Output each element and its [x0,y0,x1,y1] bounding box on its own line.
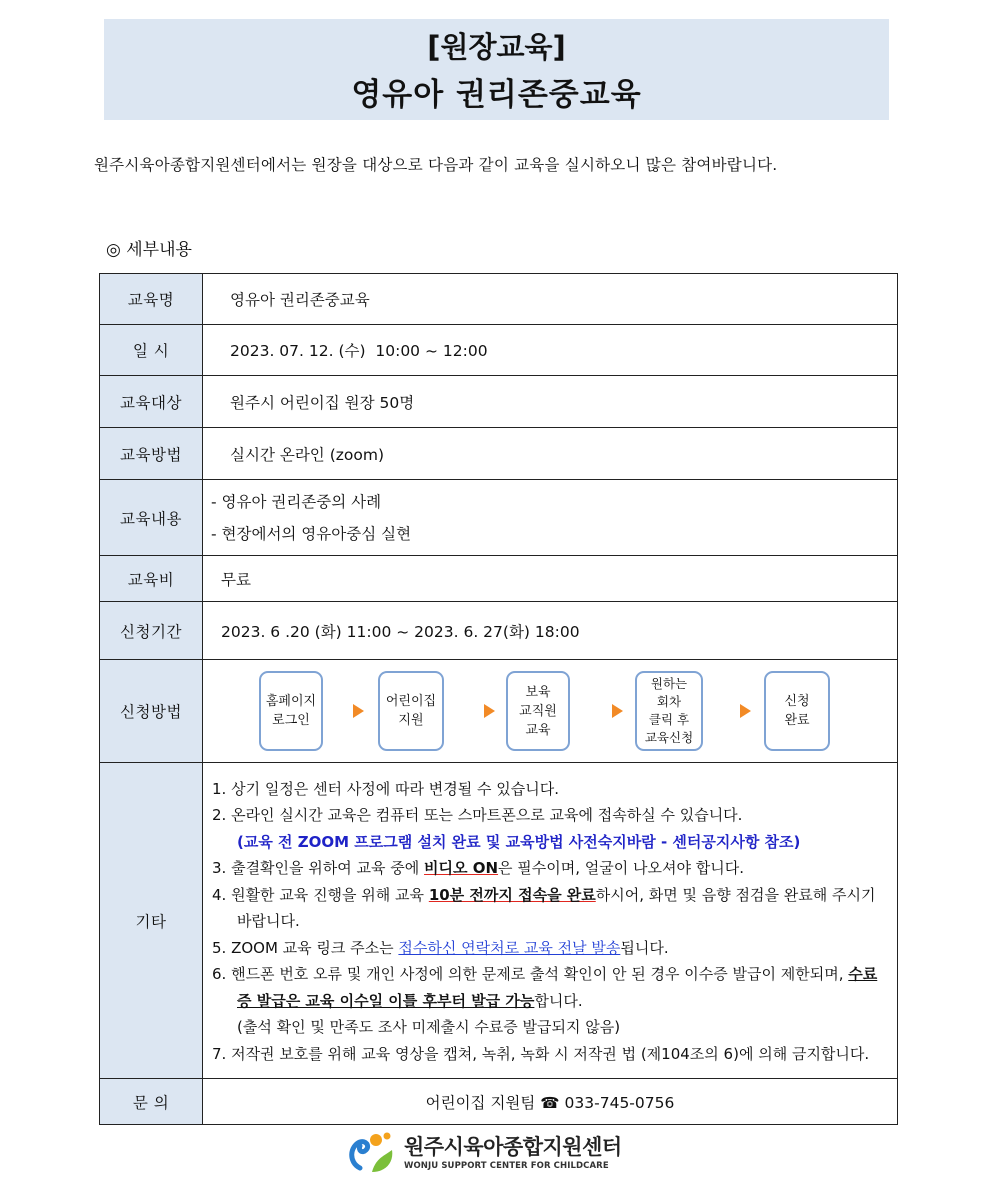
step-text: 교직원 [519,703,557,719]
label-etc: 기타 [100,763,203,1079]
label-date: 일 시 [100,325,203,376]
section-title: ◎ 세부내용 [106,240,192,260]
logo-orange-dot [370,1134,382,1146]
value-contact: 어린이집 지원팀 ☎ 033-745-0756 [203,1079,898,1125]
note-text: 6. 핸드폰 번호 오류 및 개인 사정에 의한 문제로 출석 확인이 안 된 경우 이수증 발급이 제한되며, [212,965,849,984]
content-item: - 영유아 권리존중의 사례 [211,492,382,511]
row-etc [100,763,898,1079]
step-text: 교육 [525,722,551,738]
note-1: 1. 상기 일정은 센터 사정에 따라 변경될 수 있습니다. [212,779,560,798]
step-box-select-session [635,671,703,751]
row-target [100,376,898,428]
note-6-sub: (출석 확인 및 만족도 조사 미제출시 수료증 발급되지 않음) [237,1018,621,1037]
row-fee [100,556,898,602]
value-method: 실시간 온라인 (zoom) [203,428,898,480]
logo-green-leaf [372,1150,392,1172]
label-method: 교육방법 [100,428,203,480]
row-method [100,428,898,480]
step-text: 회차 [656,694,682,709]
note-3 [212,855,888,882]
step-text: 지원 [398,713,424,728]
label-period: 신청기간 [100,602,203,660]
note-text: 하시어, 화면 및 음향 점검을 완료해 주시기 바랍니다. [237,885,876,931]
step-text: 어린이집 [385,694,437,709]
note-4 [212,882,888,935]
label-apply: 신청방법 [100,660,203,763]
row-apply [100,660,898,763]
step-text: 완료 [784,713,810,728]
row-date [100,325,898,376]
value-date: 2023. 07. 12. (수) 10:00 ~ 12:00 [203,325,898,376]
apply-flow [204,661,896,761]
intro-text: 원주시육아종합지원센터에서는 원장을 대상으로 다음과 같이 교육을 실시하오니 많은 참여바랍니다. [94,156,778,174]
note-text: 4. 원활한 교육 진행을 위해 교육 [212,885,429,904]
step-text: 교육신청 [644,730,694,745]
org-name: 원주시육아종합지원센터 [404,1135,622,1159]
note-7: 7. 저작권 보호를 위해 교육 영상을 캡쳐, 녹취, 녹화 시 저작권 법 (제104조의 6)에 의해 금지합니다. [212,1044,870,1063]
arrow-right-icon [484,704,495,718]
note-2-sub: (교육 전 ZOOM 프로그램 설치 완료 및 교육방법 사전숙지바람 - 센터공지사항 참조) [237,832,801,851]
note-emphasis: 접수하신 연락처로 교육 전날 발송 [398,938,621,957]
note-2: 2. 온라인 실시간 교육은 컴퓨터 또는 스마트폰으로 교육에 접속하실 수 있습니다. [212,806,743,825]
label-course-name: 교육명 [100,274,203,325]
content-item: - 현장에서의 영유아중심 실현 [211,524,412,543]
info-table [99,273,898,1125]
value-period: 2023. 6 .20 (화) 11:00 ~ 2023. 6. 27(화) 18:00 [203,602,898,660]
value-fee: 무료 [203,556,898,602]
note-text: 3. 출결확인을 위하여 교육 중에 [212,859,425,878]
step-box-staff-education [506,671,570,751]
apply-flow-cell [203,660,898,763]
page-title: 영유아 권리존중교육 [351,77,642,113]
row-course-name [100,274,898,325]
row-content [100,480,898,556]
logo-blue-swirl [352,1142,368,1168]
org-subtitle: WONJU SUPPORT CENTER FOR CHILDCARE [404,1161,609,1171]
note-emphasis: 수료증 발급은 교육 이수일 이틀 후부터 발급 가능 [237,965,878,1010]
note-emphasis: 10분 전까지 접속을 완료 [428,885,596,904]
arrow-right-icon [353,704,364,718]
label-target: 교육대상 [100,376,203,428]
step-text: 원하는 [650,676,688,691]
arrow-right-icon [740,704,751,718]
value-content [203,480,898,556]
value-course-name: 영유아 권리존중교육 [203,274,898,325]
row-period [100,602,898,660]
note-text: 5. ZOOM 교육 링크 주소는 [212,938,399,957]
step-text: 클릭 후 [648,712,690,727]
etc-notes [204,774,896,1068]
step-box-login [259,671,323,751]
step-box-complete [764,671,830,751]
note-emphasis: 비디오 ON [424,859,499,878]
etc-notes-cell [203,763,898,1079]
title-tag: [원장교육] [427,30,566,64]
note-6 [212,961,888,1014]
note-text: 합니다. [534,991,583,1010]
label-content: 교육내용 [100,480,203,556]
note-text: 은 필수이며, 얼굴이 나오셔야 합니다. [498,859,745,878]
step-text: 보육 [525,684,551,700]
step-text: 홈페이지 [265,694,317,709]
step-text: 로그인 [272,713,310,728]
title-banner [104,19,889,120]
value-target: 원주시 어린이집 원장 50명 [203,376,898,428]
step-box-daycare-support [378,671,444,751]
label-contact: 문 의 [100,1079,203,1125]
logo-orange-small [384,1133,391,1140]
step-text: 신청 [784,694,810,709]
note-text: 됩니다. [620,938,669,957]
label-fee: 교육비 [100,556,203,602]
row-contact [100,1079,898,1125]
arrow-right-icon [612,704,623,718]
note-5 [212,935,888,962]
